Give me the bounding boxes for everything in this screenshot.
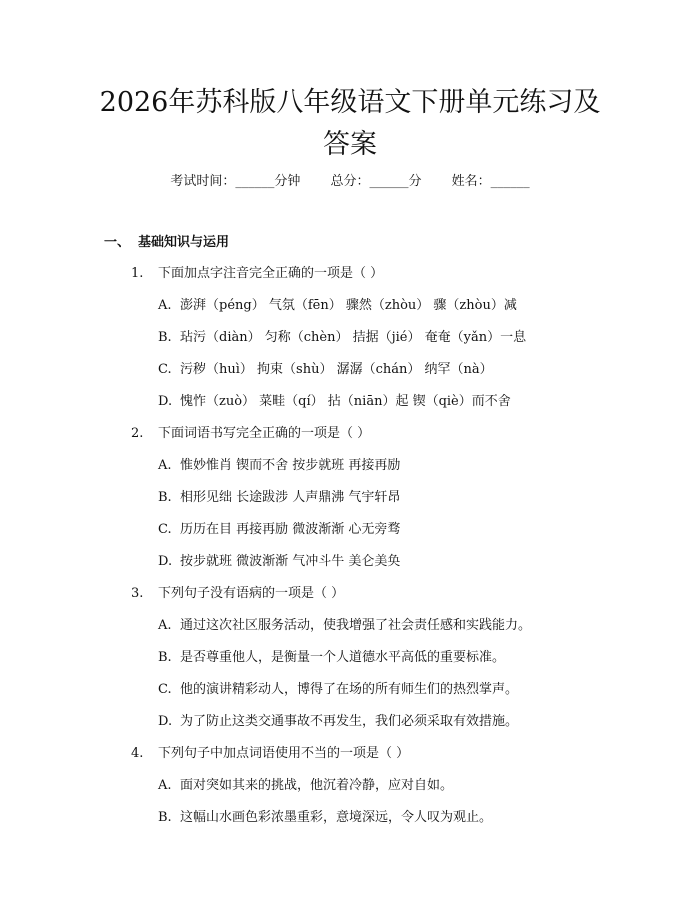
option-letter: B. (158, 810, 172, 825)
question-3-option-c (158, 678, 518, 697)
option-text: 玷污（diàn） 匀称（chèn） 拮据（jié） 奄奄（yǎn）一息 (180, 330, 527, 345)
question-2-option-b (158, 486, 400, 505)
option-text: 相形见绌 长途跋涉 人声鼎沸 气宇轩昂 (180, 490, 401, 505)
option-letter: C. (158, 682, 172, 697)
question-1 (131, 262, 383, 281)
question-2-option-c (158, 518, 400, 537)
question-3-option-b (158, 646, 505, 665)
option-text: 愧怍（zuò） 菜畦（qí） 拈（niān）起 锲（qiè）而不舍 (180, 394, 511, 409)
section-title: 基础知识与运用 (138, 235, 230, 250)
option-letter: D. (158, 394, 173, 409)
question-text: 下面词语书写完全正确的一项是（ ） (158, 426, 371, 441)
question-4 (131, 742, 409, 761)
question-text: 下列句子中加点词语使用不当的一项是（ ） (158, 746, 410, 761)
question-3-option-a (158, 614, 531, 633)
question-text: 下列句子没有语病的一项是（ ） (158, 586, 345, 601)
question-1-option-b (158, 326, 526, 345)
option-text: 通过这次社区服务活动，使我增强了社会责任感和实践能力。 (180, 618, 532, 633)
question-1-option-c (158, 358, 493, 377)
exam-time: 考试时间：______分钟 (170, 174, 301, 189)
option-text: 面对突如其来的挑战，他沉着冷静，应对自如。 (180, 778, 454, 793)
option-text: 是否尊重他人，是衡量一个人道德水平高低的重要标准。 (180, 650, 506, 665)
document-title: 2026年苏科版八年级语文下册单元练习及答案 (99, 87, 601, 160)
option-letter: C. (158, 522, 172, 537)
option-text: 他的演讲精彩动人，博得了在场的所有师生们的热烈掌声。 (180, 682, 519, 697)
option-letter: D. (158, 554, 173, 569)
section-number: 一、 (104, 235, 131, 250)
question-3-option-d (158, 710, 518, 729)
option-text: 按步就班 微波渐渐 气冲斗牛 美仑美奂 (180, 554, 401, 569)
total-score: 总分：______分 (330, 174, 422, 189)
question-text: 下面加点字注音完全正确的一项是（ ） (158, 266, 384, 281)
question-1-option-a (158, 294, 517, 313)
option-letter: A. (158, 618, 172, 633)
option-letter: A. (158, 778, 172, 793)
question-1-option-d (158, 390, 511, 409)
option-text: 污秽（huì） 拘束（shù） 潺潺（chán） 纳罕（nà） (180, 362, 493, 377)
exam-info (0, 170, 700, 189)
question-2 (131, 422, 370, 441)
option-letter: A. (158, 298, 172, 313)
question-number: 3. (131, 586, 144, 601)
question-4-option-a (158, 774, 453, 793)
option-text: 这幅山水画色彩浓墨重彩，意境深远，令人叹为观止。 (180, 810, 493, 825)
option-letter: D. (158, 714, 173, 729)
student-name: 姓名：______ (451, 174, 530, 189)
question-3 (131, 582, 344, 601)
option-text: 惟妙惟肖 锲而不舍 按步就班 再接再励 (180, 458, 401, 473)
question-2-option-a (158, 454, 400, 473)
section-heading (104, 231, 229, 250)
option-text: 为了防止这类交通事故不再发生，我们必须采取有效措施。 (180, 714, 519, 729)
option-letter: A. (158, 458, 172, 473)
option-letter: B. (158, 330, 172, 345)
option-letter: B. (158, 650, 172, 665)
option-text: 澎湃（péng） 气氛（fēn） 骤然（zhòu） 骤（zhòu）减 (180, 298, 517, 313)
option-letter: C. (158, 362, 172, 377)
question-number: 4. (131, 746, 144, 761)
option-text: 历历在目 再接再励 微波渐渐 心无旁骛 (180, 522, 401, 537)
question-number: 1. (131, 266, 144, 281)
question-2-option-d (158, 550, 400, 569)
question-number: 2. (131, 426, 144, 441)
option-letter: B. (158, 490, 172, 505)
question-4-option-b (158, 806, 492, 825)
